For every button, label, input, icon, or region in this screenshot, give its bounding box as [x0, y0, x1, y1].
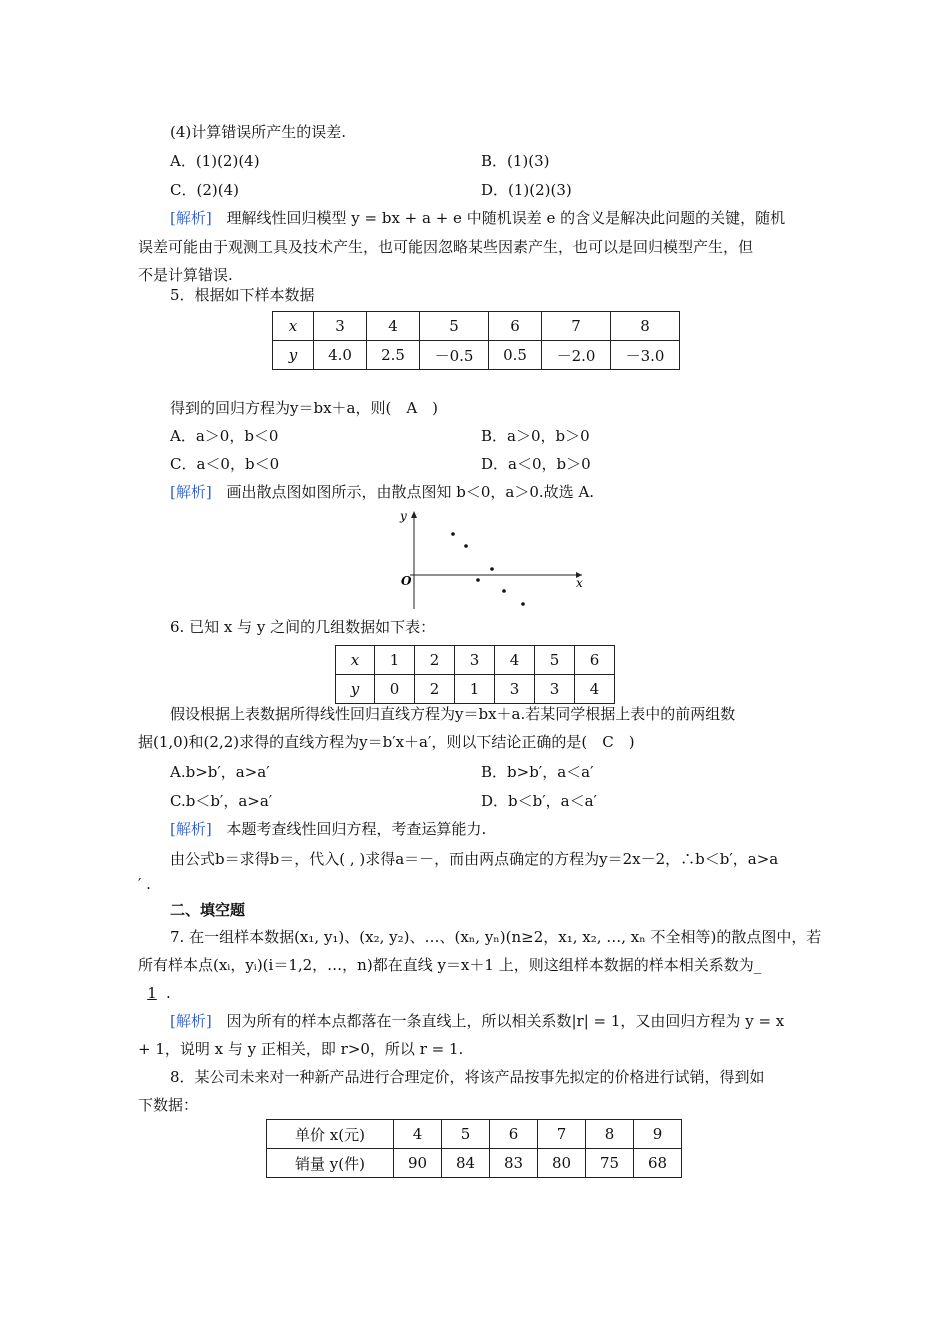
q6-analysis-tag: [解析]: [170, 820, 212, 838]
table-cell: 1: [455, 675, 495, 704]
table-cell: －0.5: [420, 341, 489, 370]
q5-option-c: C．a＜0，b＜0: [170, 455, 280, 473]
table-cell: 8: [611, 312, 680, 341]
table-cell: 3: [535, 675, 575, 704]
q7-text-line1: 7. 在一组样本数据(x₁, y₁)、(x₂, y₂)、…、(xₙ, yₙ)(n≥2，x₁, x₂, …, xₙ 不全相等)的散点图中，若: [170, 928, 822, 946]
table-cell: 7: [538, 1120, 586, 1149]
q8-data-table: [266, 1119, 682, 1178]
q7-answer-period: .: [166, 984, 171, 1002]
table-row: [273, 341, 680, 370]
table-cell: 4.0: [314, 341, 367, 370]
table-cell: 6: [490, 1120, 538, 1149]
q6-data-table: [335, 645, 615, 704]
table-cell: 2.5: [367, 341, 420, 370]
scatter-point: [476, 578, 480, 582]
table-cell: 3: [314, 312, 367, 341]
table-cell: 9: [634, 1120, 682, 1149]
scatter-point: [521, 602, 525, 606]
table-row: [273, 312, 680, 341]
q8-text-line1: 8．某公司未来对一种新产品进行合理定价，将该产品按事先拟定的价格进行试销，得到如: [170, 1068, 765, 1086]
table-row: [267, 1149, 682, 1178]
q4-analysis-line1: 理解线性回归模型 y = bx + a + e 中随机误差 e 的含义是解决此问题的关键，随机: [226, 209, 786, 227]
q7-text-line2: 所有样本点(xᵢ，yᵢ)(i＝1,2，…，n)都在直线 y＝x＋1 上，则这组样本数据的样本相关系数为_: [138, 956, 762, 974]
table-cell: 4: [394, 1120, 442, 1149]
table-row: [267, 1120, 682, 1149]
q4-option-c: C．(2)(4): [170, 181, 239, 199]
table-cell: 8: [586, 1120, 634, 1149]
scatter-point: [451, 532, 455, 536]
scatter-point: [464, 544, 468, 548]
table-cell: 0: [375, 675, 415, 704]
q6-option-d: D．b＜b′，a＜a′: [481, 792, 597, 810]
q4-analysis-line2: 误差可能由于观测工具及技术产生，也可能因忽略某些因素产生，也可以是回归模型产生，但: [138, 238, 754, 256]
table-cell: x: [336, 646, 375, 675]
table-cell: 3: [495, 675, 535, 704]
q5-analysis-tag: [解析]: [170, 483, 212, 501]
q4-option-a: A．(1)(2)(4): [170, 152, 260, 170]
table-cell: 5: [442, 1120, 490, 1149]
table-row: [336, 675, 615, 704]
q6-option-b: B．b>b′，a＜a′: [481, 763, 594, 781]
table-cell: 单价 x(元): [267, 1120, 394, 1149]
table-cell: 2: [415, 675, 455, 704]
scatter-point: [502, 589, 506, 593]
table-cell: 3: [455, 646, 495, 675]
table-cell: 1: [375, 646, 415, 675]
q6-option-c: C.b＜b′，a>a′: [170, 792, 273, 810]
table-cell: 5: [535, 646, 575, 675]
q5-option-b: B．a＞0，b＞0: [481, 427, 590, 445]
table-cell: －3.0: [611, 341, 680, 370]
table-cell: 80: [538, 1149, 586, 1178]
q4-option-d: D．(1)(2)(3): [481, 181, 572, 199]
table-cell: 6: [489, 312, 542, 341]
table-cell: 5: [420, 312, 489, 341]
q6-analysis: 本题考查线性回归方程，考查运算能力.: [226, 820, 487, 838]
scatter-point: [490, 567, 494, 571]
q5-analysis: 画出散点图如图所示，由散点图知 b＜0，a＞0.故选 A.: [226, 483, 595, 501]
q5-option-a: A．a＞0，b＜0: [170, 427, 279, 445]
q5-question: 得到的回归方程为y＝bx＋a，则( A ): [170, 399, 439, 417]
q4-analysis-tag: [解析]: [170, 209, 212, 227]
section-heading-fill-in: 二、填空题: [170, 901, 246, 919]
table-cell: 83: [490, 1149, 538, 1178]
table-cell: 6: [575, 646, 615, 675]
y-axis-arrow: [411, 511, 417, 518]
q7-analysis-line2: + 1，说明 x 与 y 正相关，即 r>0，所以 r = 1.: [138, 1040, 464, 1058]
table-row: [336, 646, 615, 675]
table-cell: 68: [634, 1149, 682, 1178]
q6-text-line1: 假设根据上表数据所得线性回归直线方程为y＝bx＋a.若某同学根据上表中的前两组数: [170, 705, 736, 723]
q8-text-line2: 下数据：: [138, 1096, 199, 1114]
table-cell: y: [273, 341, 314, 370]
table-cell: y: [336, 675, 375, 704]
q5-stem: 5．根据如下样本数据: [170, 286, 315, 304]
q6-calc-line2: ′ .: [138, 875, 151, 893]
q7-analysis-line1: 因为所有的样本点都落在一条直线上，所以相关系数|r| = 1，又由回归方程为 y = x: [226, 1012, 785, 1030]
y-axis-label: y: [400, 509, 407, 523]
q4-option-b: B．(1)(3): [481, 152, 550, 170]
table-cell: x: [273, 312, 314, 341]
q6-stem: 6. 已知 x 与 y 之间的几组数据如下表：: [170, 618, 436, 636]
q5-option-d: D．a＜0，b＞0: [481, 455, 591, 473]
q7-answer: 1: [147, 984, 157, 1002]
table-cell: 7: [542, 312, 611, 341]
q5-data-table: [272, 311, 680, 370]
table-cell: 4: [575, 675, 615, 704]
q6-option-a: A.b>b′，a>a′: [170, 763, 270, 781]
table-cell: 0.5: [489, 341, 542, 370]
table-cell: 90: [394, 1149, 442, 1178]
q6-calc-line1: 由公式b＝求得b＝，代入( , )求得a＝－，而由两点确定的方程为y＝2x－2，∴b＜b′，a>a: [170, 850, 779, 868]
table-cell: 销量 y(件): [267, 1149, 394, 1178]
table-cell: 4: [367, 312, 420, 341]
table-cell: 75: [586, 1149, 634, 1178]
table-cell: 84: [442, 1149, 490, 1178]
table-cell: 2: [415, 646, 455, 675]
q7-analysis-tag: [解析]: [170, 1012, 212, 1030]
q4-analysis-line3: 不是计算错误.: [138, 266, 233, 284]
q6-text-line2: 据(1,0)和(2,2)求得的直线方程为y＝b′x＋a′，则以下结论正确的是( C ): [138, 733, 635, 751]
table-cell: 4: [495, 646, 535, 675]
table-cell: －2.0: [542, 341, 611, 370]
q5-scatter-plot: [392, 505, 592, 613]
q4-item4: (4)计算错误所产生的误差.: [170, 123, 347, 141]
origin-label: O: [401, 574, 412, 588]
x-axis-label: x: [576, 576, 583, 590]
